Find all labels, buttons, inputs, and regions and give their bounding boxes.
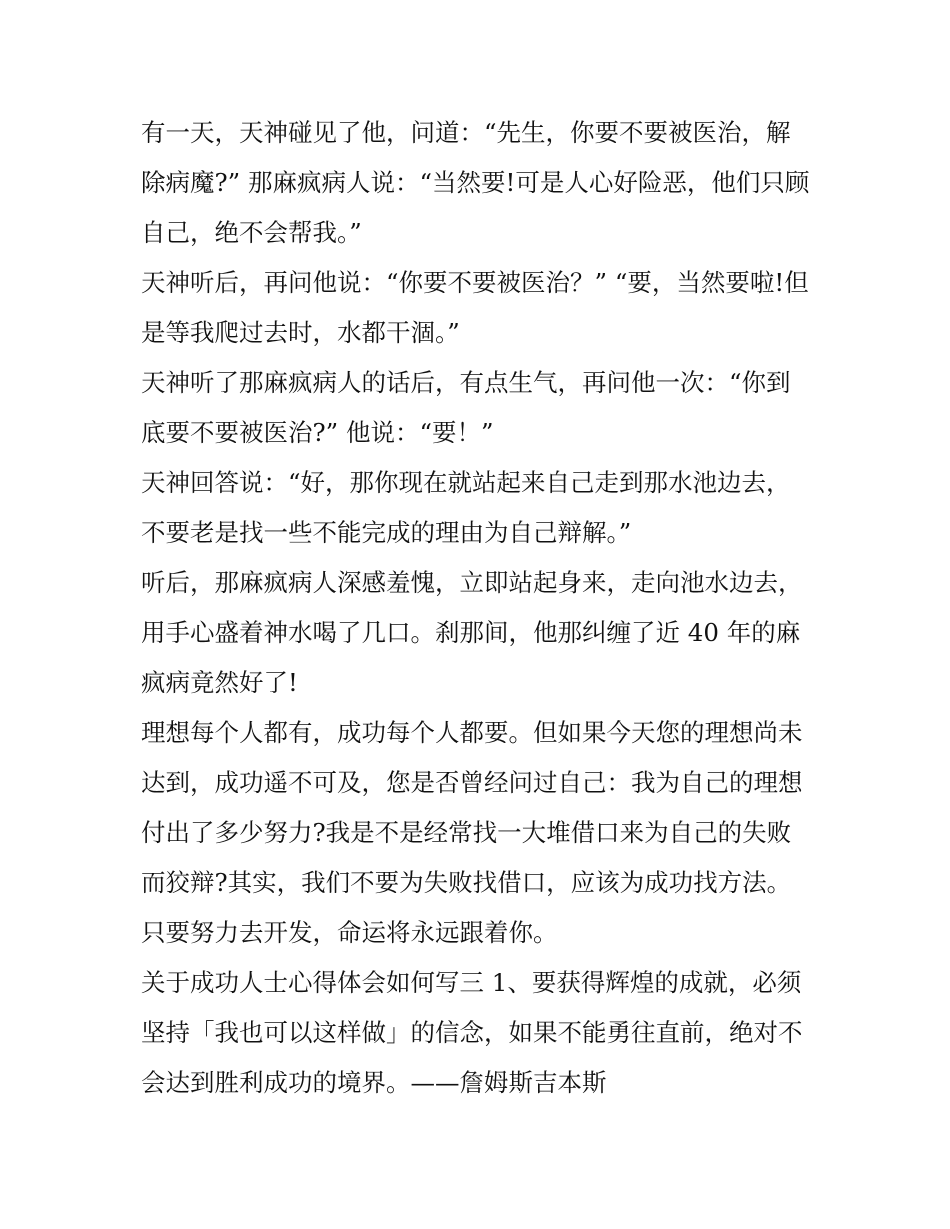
text-line: 疯病竟然好了! xyxy=(141,668,298,697)
body-text xyxy=(141,108,813,1108)
text-line: 坚持「我也可以这样做」的信念，如果不能勇往直前，绝对不 xyxy=(141,1018,803,1047)
text-line: 而狡辩?其实，我们不要为失败找借口，应该为成功找方法。 xyxy=(141,868,792,897)
text-line: 关于成功人士心得体会如何写三 1、要获得辉煌的成就，必须 xyxy=(141,968,802,997)
text-line: 是等我爬过去时，水都干涸。” xyxy=(141,318,460,347)
text-line: 不要老是找一些不能完成的理由为自己辩解。” xyxy=(141,518,632,547)
text-line: 天神回答说：“好，那你现在就站起来自己走到那水池边去， xyxy=(141,468,791,497)
text-line: 自己，绝不会帮我。” xyxy=(141,218,362,247)
text-line: 付出了多少努力?我是不是经常找一大堆借口来为自己的失败 xyxy=(141,818,792,847)
text-line: 底要不要被医治?” 他说：“要！” xyxy=(141,418,494,447)
text-line: 理想每个人都有，成功每个人都要。但如果今天您的理想尚未 xyxy=(141,718,803,747)
text-line: 只要努力去开发，命运将永远跟着你。 xyxy=(141,918,558,947)
text-line: 天神听了那麻疯病人的话后，有点生气，再问他一次：“你到 xyxy=(141,368,791,397)
text-line: 达到，成功遥不可及，您是否曾经问过自己：我为自己的理想 xyxy=(141,768,803,797)
text-line: 天神听后，再问他说：“你要不要被医治？” “要，当然要啦!但 xyxy=(141,268,809,297)
text-line: 听后，那麻疯病人深感羞愧，立即站起身来，走向池水边去， xyxy=(141,568,803,597)
text-line: 有一天，天神碰见了他，问道：“先生，你要不要被医治，解 xyxy=(141,118,791,147)
text-line: 会达到胜利成功的境界。——詹姆斯吉本斯 xyxy=(141,1068,607,1097)
text-line: 用手心盛着神水喝了几口。刹那间，他那纠缠了近 40 年的麻 xyxy=(141,618,801,647)
text-line: 除病魔?” 那麻疯病人说：“当然要!可是人心好险恶，他们只顾 xyxy=(141,168,810,197)
